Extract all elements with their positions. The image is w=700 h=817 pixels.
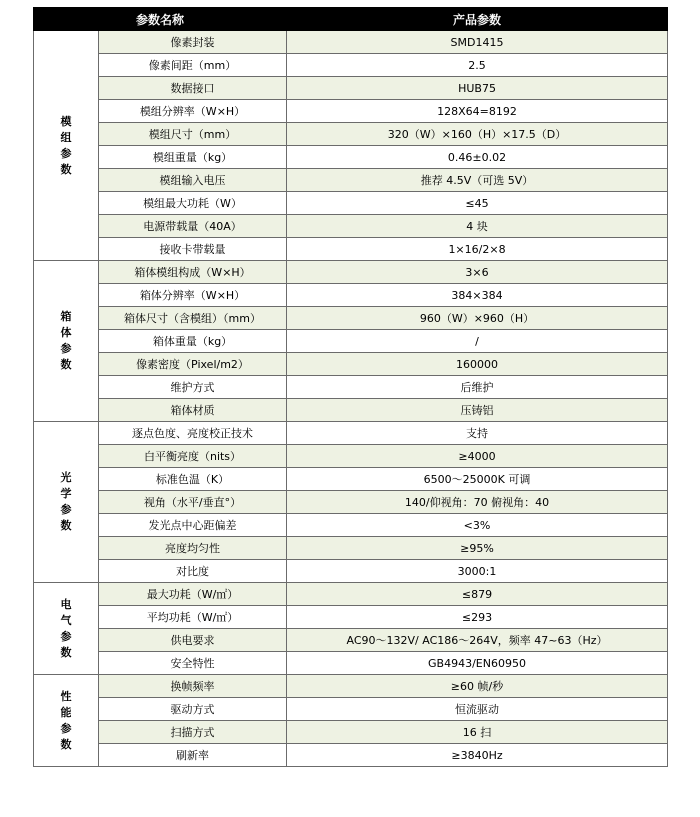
spec-table-body [34,31,668,767]
table-row [34,560,668,583]
param-name-cell: 像素间距（mm） [99,54,287,77]
table-row [34,376,668,399]
table-row [34,353,668,376]
table-row [34,675,668,698]
param-name-cell: 箱体重量（kg） [99,330,287,353]
param-value-cell: 后维护 [287,376,668,399]
table-row [34,721,668,744]
param-name-cell: 模组重量（kg） [99,146,287,169]
table-row [34,307,668,330]
param-value-cell: 支持 [287,422,668,445]
table-row [34,261,668,284]
param-value-cell: AC90～132V/ AC186～264V，频率 47~63（Hz） [287,629,668,652]
table-row [34,54,668,77]
param-name-cell: 模组分辨率（W×H） [99,100,287,123]
spec-table [33,7,668,767]
param-name-cell: 刷新率 [99,744,287,767]
header-param-name: 参数名称 [34,8,287,31]
param-value-cell: <3% [287,514,668,537]
param-value-cell: 320（W）×160（H）×17.5（D） [287,123,668,146]
param-value-cell: 16 扫 [287,721,668,744]
table-row [34,514,668,537]
param-name-cell: 平均功耗（W/㎡） [99,606,287,629]
param-value-cell: 960（W）×960（H） [287,307,668,330]
param-value-cell: 140/仰视角：70 俯视角：40 [287,491,668,514]
param-name-cell: 模组输入电压 [99,169,287,192]
param-value-cell: 恒流驱动 [287,698,668,721]
param-value-cell: 0.46±0.02 [287,146,668,169]
table-row [34,169,668,192]
param-name-cell: 白平衡亮度（nits） [99,445,287,468]
param-name-cell: 维护方式 [99,376,287,399]
param-name-cell: 模组尺寸（mm） [99,123,287,146]
param-name-cell: 驱动方式 [99,698,287,721]
param-name-cell: 标准色温（K） [99,468,287,491]
param-value-cell: 推荐 4.5V（可选 5V） [287,169,668,192]
param-name-cell: 箱体模组构成（W×H） [99,261,287,284]
param-value-cell: 128X64=8192 [287,100,668,123]
table-header-row [34,8,668,31]
param-value-cell: 2.5 [287,54,668,77]
table-row [34,192,668,215]
param-name-cell: 像素密度（Pixel/m2） [99,353,287,376]
table-row [34,238,668,261]
table-row [34,652,668,675]
param-name-cell: 供电要求 [99,629,287,652]
table-row [34,123,668,146]
param-value-cell: ≥60 帧/秒 [287,675,668,698]
param-value-cell: ≤879 [287,583,668,606]
param-name-cell: 像素封装 [99,31,287,54]
param-value-cell: 3×6 [287,261,668,284]
param-value-cell: ≤45 [287,192,668,215]
table-row [34,744,668,767]
param-value-cell: / [287,330,668,353]
param-name-cell: 换帧频率 [99,675,287,698]
param-name-cell: 视角（水平/垂直°） [99,491,287,514]
param-value-cell: GB4943/EN60950 [287,652,668,675]
param-name-cell: 发光点中心距偏差 [99,514,287,537]
param-value-cell: 3000:1 [287,560,668,583]
param-value-cell: ≥3840Hz [287,744,668,767]
param-name-cell: 最大功耗（W/㎡） [99,583,287,606]
param-name-cell: 亮度均匀性 [99,537,287,560]
table-row [34,445,668,468]
header-product-param: 产品参数 [287,8,668,31]
table-row [34,606,668,629]
param-name-cell: 对比度 [99,560,287,583]
param-value-cell: 1×16/2×8 [287,238,668,261]
param-name-cell: 电源带载量（40A） [99,215,287,238]
table-row [34,77,668,100]
table-row [34,468,668,491]
param-value-cell: SMD1415 [287,31,668,54]
table-row [34,399,668,422]
group-label: 电 气 参 数 [34,583,99,675]
table-row [34,215,668,238]
param-value-cell: ≤293 [287,606,668,629]
group-label: 光 学 参 数 [34,422,99,583]
param-name-cell: 接收卡带载量 [99,238,287,261]
table-row [34,31,668,54]
group-label: 箱 体 参 数 [34,261,99,422]
table-row [34,100,668,123]
param-name-cell: 箱体分辨率（W×H） [99,284,287,307]
table-row [34,698,668,721]
param-name-cell: 扫描方式 [99,721,287,744]
table-row [34,146,668,169]
param-value-cell: 160000 [287,353,668,376]
group-label: 模 组 参 数 [34,31,99,261]
param-value-cell: 压铸铝 [287,399,668,422]
table-row [34,284,668,307]
table-row [34,330,668,353]
param-name-cell: 数据接口 [99,77,287,100]
param-value-cell: 6500～25000K 可调 [287,468,668,491]
param-name-cell: 模组最大功耗（W） [99,192,287,215]
param-value-cell: ≥4000 [287,445,668,468]
table-row [34,583,668,606]
param-name-cell: 箱体尺寸（含模组）（mm） [99,307,287,330]
table-row [34,491,668,514]
param-value-cell: 4 块 [287,215,668,238]
group-label: 性 能 参 数 [34,675,99,767]
table-row [34,537,668,560]
param-name-cell: 逐点色度、亮度校正技术 [99,422,287,445]
param-name-cell: 安全特性 [99,652,287,675]
param-value-cell: HUB75 [287,77,668,100]
param-name-cell: 箱体材质 [99,399,287,422]
param-value-cell: ≥95% [287,537,668,560]
table-row [34,422,668,445]
param-value-cell: 384×384 [287,284,668,307]
table-row [34,629,668,652]
